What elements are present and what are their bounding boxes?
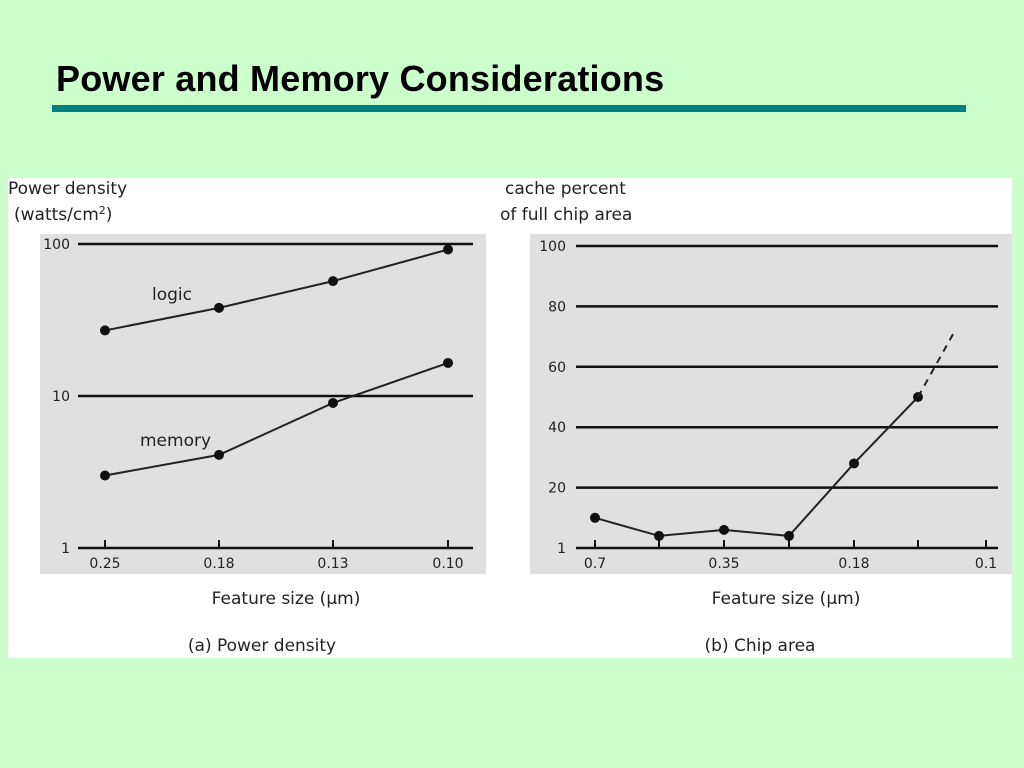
chart-a-x-tick-label: 0.18 <box>203 556 235 572</box>
chart-a-y-tick-label: 1 <box>61 541 70 557</box>
chart-b-x-tick-label: 0.7 <box>583 556 607 572</box>
chart-b-y-tick-label: 1 <box>557 541 566 557</box>
chart-b-caption: (b) Chip area <box>704 636 816 656</box>
chart-b-y-tick-label: 20 <box>548 480 566 497</box>
chart-b-ylabel: cache percent <box>505 179 626 199</box>
chart-a-point-memory <box>443 358 453 368</box>
chart-a-point-logic <box>443 245 453 255</box>
chart-b-point <box>654 531 664 541</box>
chart-a <box>8 179 486 656</box>
chart-a-xlabel: Feature size (µm) <box>211 589 361 609</box>
figure-panel <box>8 178 1012 658</box>
chart-a-point-logic <box>100 325 110 335</box>
chart-a-ylabel: Power density <box>8 179 128 199</box>
chart-b-point <box>719 525 729 535</box>
chart-b-y-tick-label: 80 <box>548 299 566 316</box>
chart-b-point <box>590 513 600 523</box>
chart-a-ylabel-units: $(watts/cm^2)$ <box>14 204 113 225</box>
chart-a-y-tick-label: 100 <box>43 237 70 253</box>
title-underline <box>52 105 966 112</box>
chart-a-point-logic <box>214 303 224 313</box>
chart-b-ylabel-line2: of full chip area <box>500 205 633 225</box>
chart-a-memory-label: memory <box>140 431 212 451</box>
slide-title: Power and Memory Considerations <box>56 58 665 99</box>
chart-b-xlabel: Feature size (µm) <box>711 589 861 609</box>
chart-a-y-tick-label: 10 <box>52 389 70 405</box>
chart-a-x-tick-label: 0.13 <box>317 556 349 572</box>
chart-b-y-tick-label: 40 <box>548 420 566 437</box>
chart-b-plot-area <box>530 234 1012 574</box>
chart-b-x-tick-label: 0.18 <box>838 556 870 572</box>
chart-a-logic-label: logic <box>152 285 192 305</box>
figure-svg <box>8 178 1012 658</box>
chart-a-point-memory <box>328 398 338 408</box>
chart-a-plot-area <box>40 234 486 574</box>
chart-a-point-memory <box>100 470 110 480</box>
chart-b-y-tick-label: 60 <box>548 359 566 376</box>
chart-a-x-tick-label: 0.25 <box>89 556 121 572</box>
chart-b-point <box>784 531 794 541</box>
chart-a-caption: (a) Power density <box>187 636 337 656</box>
chart-b-x-tick-label: 0.1 <box>974 556 998 572</box>
chart-b-y-tick-label: 100 <box>539 239 566 255</box>
chart-a-point-memory <box>214 450 224 460</box>
chart-a-point-logic <box>328 276 338 286</box>
chart-b-x-tick-label: 0.35 <box>708 556 740 572</box>
chart-a-x-tick-label: 0.10 <box>432 556 464 572</box>
chart-b-point <box>849 458 859 468</box>
chart-b <box>500 179 1012 656</box>
